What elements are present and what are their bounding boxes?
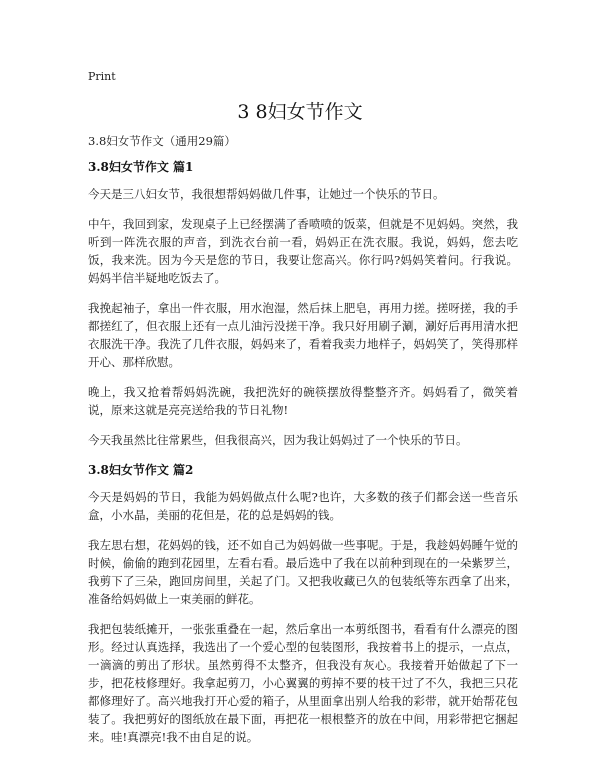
paragraph: 我左思右想，花妈妈的钱，还不如自己为妈妈做一些事呢。于是，我趁妈妈睡午觉的时候，偷偷的跑到花园里，左看右看。最后选中了我在以前种到现在的一朵紫罗兰，我剪下了三朵，跑回房间里，关起了门。又把我收藏已久的包装纸等东西拿了出来，准备给妈妈做上一束美丽的鲜花。: [88, 538, 518, 606]
essay-section-1: [88, 158, 518, 449]
paragraph: 我把包装纸摊开，一张张重叠在一起，然后拿出一本剪纸图书，看看有什么漂亮的图形。经过认真选择，我选出了一个爱心型的包装图形，我按着书上的提示，一点点，一滴滴的剪出了形状。虽然剪得不太整齐，但我没有灰心。我接着开始做起了下一步，把花枝修理好。我拿起剪刀，小心翼翼的剪掉不要的枝干过了不久，我把三只花都修理好了。高兴地我打开心爱的箱子，从里面拿出别人给我的彩带，就开始帮花包装了。我把剪好的图纸放在最下面，再把花一根根整齐的放在中间，用彩带把它捆起来。哇!真漂亮!我不由自足的说。: [88, 622, 518, 744]
essay-section-2: [88, 461, 518, 746]
paragraph: 今天我虽然比往常累些，但我很高兴，因为我让妈妈过了一个快乐的节日。: [88, 433, 468, 447]
document-title: 3 8妇女节作文: [237, 101, 363, 123]
paragraph: 今天是三八妇女节，我很想帮妈妈做几件事，让她过一个快乐的节日。: [88, 187, 445, 201]
print-link[interactable]: Print: [88, 70, 116, 83]
paragraph: 今天是妈妈的节日，我能为妈妈做点什么呢?也许，大多数的孩子们都会送一些音乐盒，小水晶，美丽的花但是，花的总是妈妈的钱。: [88, 490, 518, 522]
document-subtitle: 3.8妇女节作文（通用29篇）: [88, 134, 236, 148]
paragraph: 晚上，我又抢着帮妈妈洗碗，我把洗好的碗筷摆放得整整齐齐。妈妈看了，微笑着说，原来这就是亮亮送给我的节日礼物!: [88, 385, 518, 417]
section-heading: 3.8妇女节作文 篇2: [88, 463, 194, 477]
paragraph: 我挽起袖子，拿出一件衣服，用水泡湿，然后抹上肥皂，再用力搓。搓呀搓，我的手都搓红了，但衣服上还有一点儿油污没搓干净。我只好用刷子涮，涮好后再用清水把衣服洗干净。我洗了几件衣服，妈妈来了，看着我卖力地样子，妈妈笑了，笑得那样开心、那样欣慰。: [88, 301, 518, 369]
section-heading: 3.8妇女节作文 篇1: [88, 160, 194, 174]
article-body: [88, 158, 518, 758]
paragraph: 中午，我回到家，发现桌子上已经摆满了香喷喷的饭菜，但就是不见妈妈。突然，我听到一阵洗衣服的声音，到洗衣台前一看，妈妈正在洗衣服。我说，妈妈，您去吃饭，我来洗。因为今天是您的节日，我要让您高兴。你行吗?妈妈笑着问。行我说。妈妈半信半疑地吃饭去了。: [88, 217, 518, 285]
